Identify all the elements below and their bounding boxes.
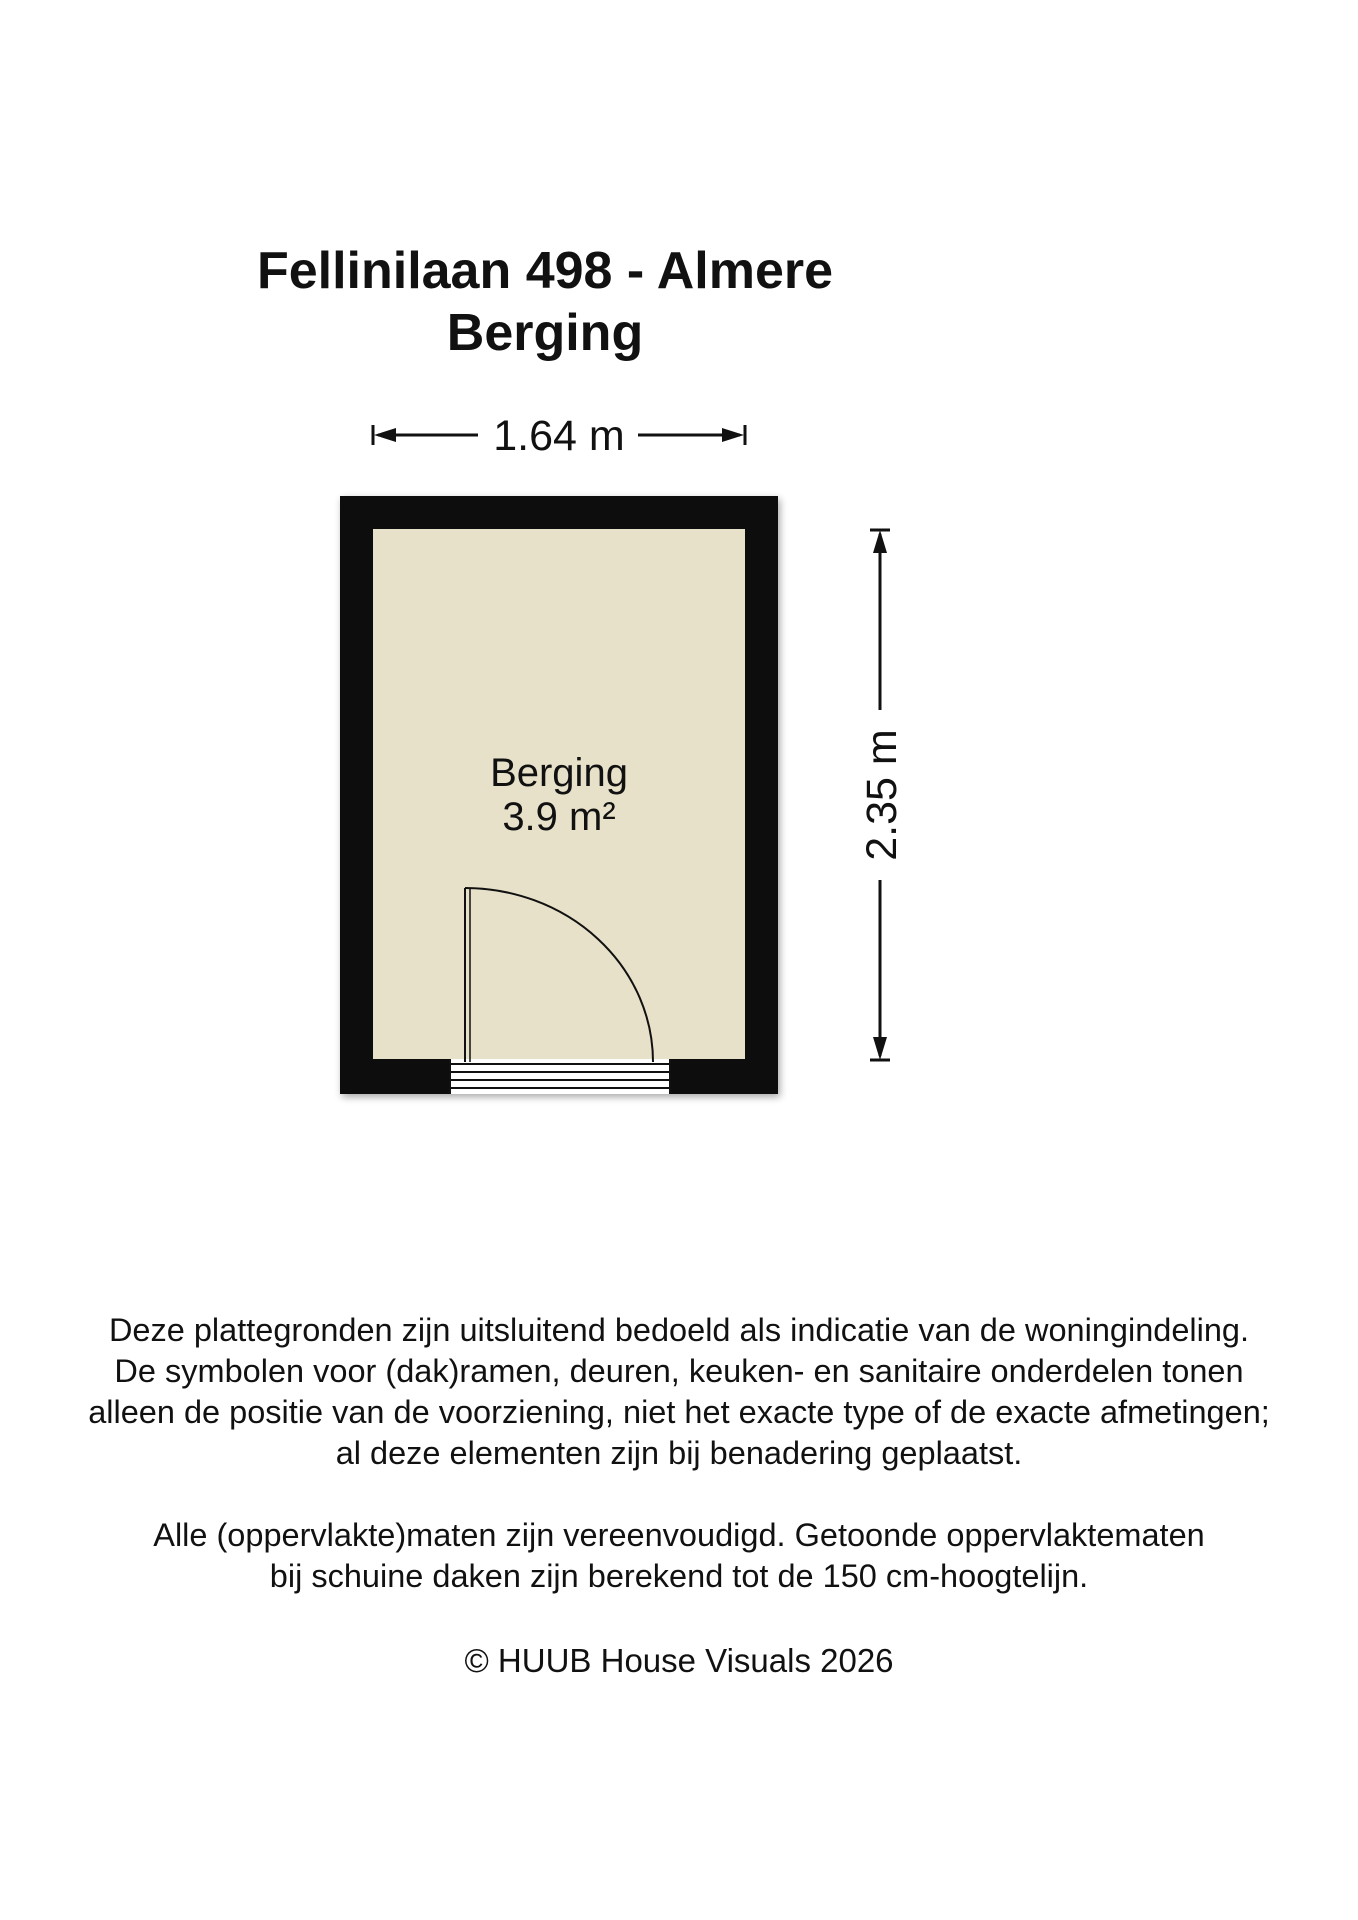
page-title: Fellinilaan 498 - Almere <box>256 242 834 300</box>
disclaimer-line: al deze elementen zijn bij benadering geplaatst. <box>335 1435 1023 1471</box>
disclaimer <box>0 1310 1358 1597</box>
copyright: © HUUB House Visuals 2026 <box>464 1642 894 1679</box>
disclaimer-line: Alle (oppervlakte)maten zijn vereenvoudigd. Getoonde oppervlaktematen <box>153 1517 1205 1553</box>
height-arrow-top-icon <box>873 530 887 553</box>
width-dimension-label: 1.64 m <box>493 412 625 460</box>
disclaimer-line: De symbolen voor (dak)ramen, deuren, keuken- en sanitaire onderdelen tonen <box>114 1353 1244 1389</box>
height-arrow-bottom-icon <box>873 1037 887 1060</box>
width-arrow-left-icon <box>374 428 396 442</box>
page-subtitle: Berging <box>446 304 644 362</box>
disclaimer-line: Deze plattegronden zijn uitsluitend bedoeld als indicatie van de woningindeling. <box>108 1312 1250 1348</box>
width-arrow-right-icon <box>722 428 744 442</box>
room-area-label: 3.9 m² <box>502 795 616 839</box>
disclaimer-line: bij schuine daken zijn berekend tot de 150 cm-hoogtelijn. <box>269 1558 1089 1594</box>
height-dimension-label: 2.35 m <box>858 729 906 861</box>
disclaimer-spacer <box>0 1474 1358 1515</box>
room-name-label: Berging <box>490 751 628 795</box>
disclaimer-line: alleen de positie van de voorziening, niet het exacte type of de exacte afmetingen; <box>88 1394 1270 1430</box>
